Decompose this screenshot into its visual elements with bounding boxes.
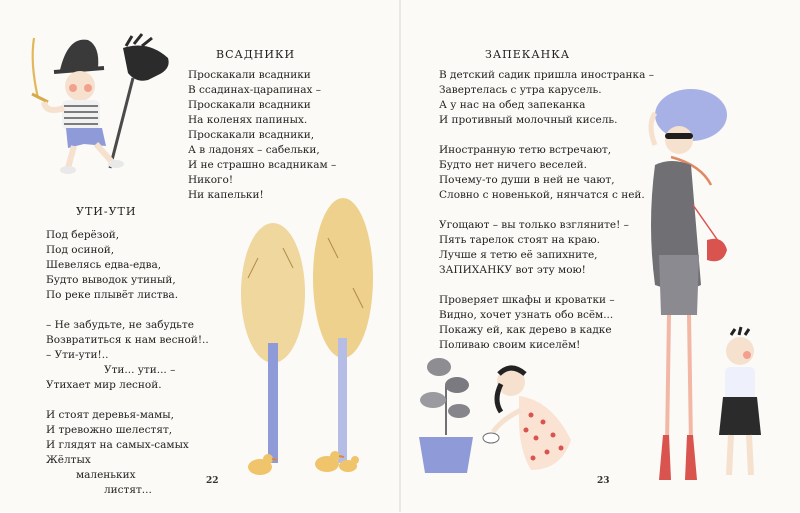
poem-line: Почему-то души в ней не чают,: [439, 174, 615, 186]
poem-line: На коленях папиных.: [188, 114, 308, 126]
poem-line: И противный молочный кисель.: [439, 114, 618, 126]
poem-line: Поливаю своим киселём!: [439, 339, 581, 351]
poem-line: Завертелась с утра карусель.: [439, 84, 602, 96]
poem-line: Под осиной,: [46, 244, 115, 256]
poem-title-zapekanka: ЗАПЕКАНКА: [485, 48, 571, 61]
poem-line: – Не забудьте, не забудьте: [46, 319, 194, 331]
poem-line: Проскакали всадники,: [188, 129, 315, 141]
trees-and-ducks-illustration: [238, 198, 388, 498]
stanza: [46, 408, 209, 498]
poem-line: И не страшно всадникам –: [188, 159, 337, 171]
poem-line: ЗАПИХАНКУ вот эту мою!: [439, 264, 586, 276]
page-number: 22: [206, 476, 219, 486]
stanza: [46, 318, 209, 393]
boy-hobby-horse-illustration: [28, 28, 178, 178]
poem-line: Проскакали всадники: [188, 69, 311, 81]
poem-line: Покажу ей, как дерево в кадке: [439, 324, 612, 336]
poem-uti-uti: [46, 228, 209, 513]
poem-line: Шевелясь едва-едва,: [46, 259, 162, 271]
poem-line: Будто нет ничего веселей.: [439, 159, 587, 171]
poem-line: Угощают – вы только взгляните! –: [439, 219, 629, 231]
poem-line: Утихает мир лесной.: [46, 379, 162, 391]
poem-line: И глядят на самых-самых: [46, 439, 189, 451]
poem-line: Будто выводок утиный,: [46, 274, 176, 286]
poem-line: Проскакали всадники: [188, 99, 311, 111]
poem-line: Возвратиться к нам весной!..: [46, 334, 209, 346]
poem-title-uti-uti: УТИ-УТИ: [76, 205, 137, 218]
poem-line: В ссадинах-царапинах –: [188, 84, 322, 96]
poem-line: Лучше я тетю её запихните,: [439, 249, 598, 261]
right-page: [401, 0, 800, 512]
poem-line: Иностранную тетю встречают,: [439, 144, 612, 156]
poem-line: Пять тарелок стоят на краю.: [439, 234, 600, 246]
poem-line: маленьких: [76, 469, 136, 481]
stanza: [46, 228, 209, 303]
poem-line: Жёлтых: [46, 454, 91, 466]
poem-line: Под берёзой,: [46, 229, 120, 241]
poem-line: Словно с новенькой, нянчатся с ней.: [439, 189, 645, 201]
left-page: [0, 0, 399, 512]
poem-vsadniki: [188, 68, 336, 203]
poem-line: А в ладонях – сабельки,: [188, 144, 320, 156]
page-number: 23: [597, 476, 610, 486]
small-boy-illustration: [705, 325, 775, 490]
poem-line: А у нас на обед запеканка: [439, 99, 586, 111]
poem-line: Проверяет шкафы и кроватки –: [439, 294, 615, 306]
poem-line: И тревожно шелестят,: [46, 424, 173, 436]
poem-line: И стоят деревья-мамы,: [46, 409, 174, 421]
poem-line: По реке плывёт листва.: [46, 289, 179, 301]
poem-line: Ути... ути... –: [104, 364, 176, 376]
poem-title-vsadniki: ВСАДНИКИ: [216, 48, 296, 61]
poem-line: В детский садик пришла иностранка –: [439, 69, 654, 81]
potted-plant-illustration: [411, 345, 481, 485]
poem-line: Видно, хочет узнать обо всём...: [439, 309, 614, 321]
poem-line: – Ути-ути!..: [46, 349, 109, 361]
poem-line: Никого!: [188, 174, 234, 186]
kneeling-girl-illustration: [481, 360, 591, 490]
poem-line: листят...: [104, 484, 152, 496]
poem-line: Ни капельки!: [188, 189, 264, 201]
